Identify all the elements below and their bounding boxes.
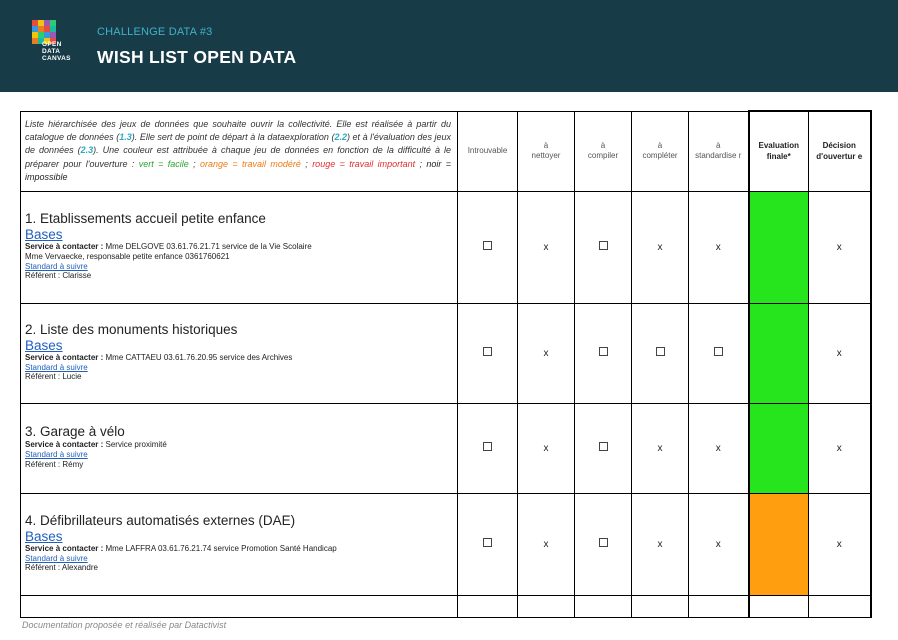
empty-cell [632, 595, 689, 617]
checkbox-cell[interactable] [458, 191, 518, 303]
referent: Référent : Rémy [25, 459, 84, 469]
dataset-title: 1. Etablissements accueil petite enfance [25, 210, 266, 226]
standard-link[interactable]: Standard à suivre [25, 553, 88, 563]
table-row [21, 303, 871, 403]
column-header-completer: à compléter [632, 111, 689, 191]
column-header-compiler: à compiler [575, 111, 632, 191]
checkbox-cell[interactable] [575, 303, 632, 403]
dataset-cell [21, 403, 458, 493]
referent: Référent : Lucie [25, 372, 82, 382]
dataset-title: 4. Défibrillateurs automatisés externes (DAE) [25, 512, 296, 528]
empty-cell [749, 595, 809, 617]
mark-cell: x [689, 493, 749, 595]
checkbox-cell[interactable] [689, 303, 749, 403]
mark-cell: x [689, 191, 749, 303]
checkbox-icon[interactable] [714, 347, 723, 356]
standard-link[interactable]: Standard à suivre [25, 450, 88, 460]
empty-cell [518, 595, 575, 617]
checkbox-icon[interactable] [483, 442, 492, 451]
intro-text: Liste hiérarchisée des jeux de données que souhaite ouvrir la collectivité. Elle est réalisée à partir du catalogue de données (1.3). Elle sert de point de départ à la dataexploration (2.2) et à l'évaluation des jeux de données (2.3). Une couleur est attribuée à chaque jeu de données en fonction de la difficulté à le préparer pour l'ouverture : vert = facile ; orange = travail modéré ; rouge = travail important ; noir = impossible [21, 111, 458, 191]
mark-cell: x [632, 403, 689, 493]
dataset-cell [21, 303, 458, 403]
table-row [21, 191, 871, 303]
dataset-title: 2. Liste des monuments historiques [25, 321, 238, 337]
checkbox-icon[interactable] [599, 241, 608, 250]
checkbox-icon[interactable] [483, 347, 492, 356]
dataset-title: 3. Garage à vélo [25, 424, 125, 440]
service-contact: Service à contacter : Service proximité [25, 440, 167, 450]
mark-cell: x [518, 303, 575, 403]
column-header-decision: Décision d'ouvertur e [809, 111, 871, 191]
evaluation-cell [749, 191, 809, 303]
column-header-evaluation: Evaluation finale* [749, 111, 809, 191]
referent: Référent : Alexandre [25, 563, 98, 573]
checkbox-icon[interactable] [483, 538, 492, 547]
standard-link[interactable]: Standard à suivre [25, 261, 88, 271]
standard-link[interactable]: Standard à suivre [25, 362, 88, 372]
checkbox-icon[interactable] [599, 442, 608, 451]
wish-list-table [20, 110, 872, 618]
checkbox-cell[interactable] [575, 403, 632, 493]
service-contact: Service à contacter : Mme DELGOVE 03.61.76.21.71 service de la Vie Scolaire [25, 241, 312, 251]
evaluation-cell [749, 303, 809, 403]
decision-cell: x [809, 191, 871, 303]
checkbox-icon[interactable] [483, 241, 492, 250]
service-contact: Service à contacter : Mme LAFFRA 03.61.76.21.74 service Promotion Santé Handicap [25, 543, 337, 553]
dataset-cell [21, 191, 458, 303]
page-title: WISH LIST OPEN DATA [97, 47, 297, 67]
page-header [0, 0, 898, 92]
checkbox-cell[interactable] [458, 303, 518, 403]
extra-contact: Mme Vervaecke, responsable petite enfance 0361760621 [25, 251, 230, 261]
empty-cell [21, 595, 458, 617]
column-header-nettoyer: à nettoyer [518, 111, 575, 191]
checkbox-cell[interactable] [575, 191, 632, 303]
empty-cell [575, 595, 632, 617]
empty-cell [809, 595, 871, 617]
challenge-label: CHALLENGE DATA #3 [97, 26, 213, 38]
dataset-cell [21, 493, 458, 595]
column-header-introuvable: Introuvable [458, 111, 518, 191]
empty-row [21, 595, 871, 617]
table-row [21, 493, 871, 595]
logo-line: DATA [42, 48, 61, 55]
decision-cell: x [809, 303, 871, 403]
decision-cell: x [809, 403, 871, 493]
mark-cell: x [518, 191, 575, 303]
mark-cell: x [689, 403, 749, 493]
empty-cell [689, 595, 749, 617]
mark-cell: x [518, 403, 575, 493]
open-data-canvas-logo [28, 20, 80, 74]
checkbox-icon[interactable] [599, 538, 608, 547]
checkbox-cell[interactable] [458, 493, 518, 595]
bases-link[interactable]: Bases [25, 528, 63, 544]
checkbox-cell[interactable] [632, 303, 689, 403]
checkbox-icon[interactable] [599, 347, 608, 356]
service-contact: Service à contacter : Mme CATTAEU 03.61.76.20.95 service des Archives [25, 352, 293, 362]
checkbox-cell[interactable] [458, 403, 518, 493]
empty-cell [458, 595, 518, 617]
mark-cell: x [518, 493, 575, 595]
checkbox-icon[interactable] [656, 347, 665, 356]
mark-cell: x [632, 493, 689, 595]
decision-cell: x [809, 493, 871, 595]
logo-line: OPEN [42, 41, 62, 48]
mark-cell: x [632, 191, 689, 303]
bases-link[interactable]: Bases [25, 337, 63, 353]
footer-credit: Documentation proposée et réalisée par Datactivist [22, 620, 227, 630]
column-header-standardiser: à standardise r [689, 111, 749, 191]
evaluation-cell [749, 403, 809, 493]
checkbox-cell[interactable] [575, 493, 632, 595]
header-row [21, 111, 871, 191]
bases-link[interactable]: Bases [25, 226, 63, 242]
logo-line: CANVAS [42, 55, 71, 62]
referent: Référent : Clarisse [25, 271, 92, 281]
evaluation-cell [749, 493, 809, 595]
table-row [21, 403, 871, 493]
